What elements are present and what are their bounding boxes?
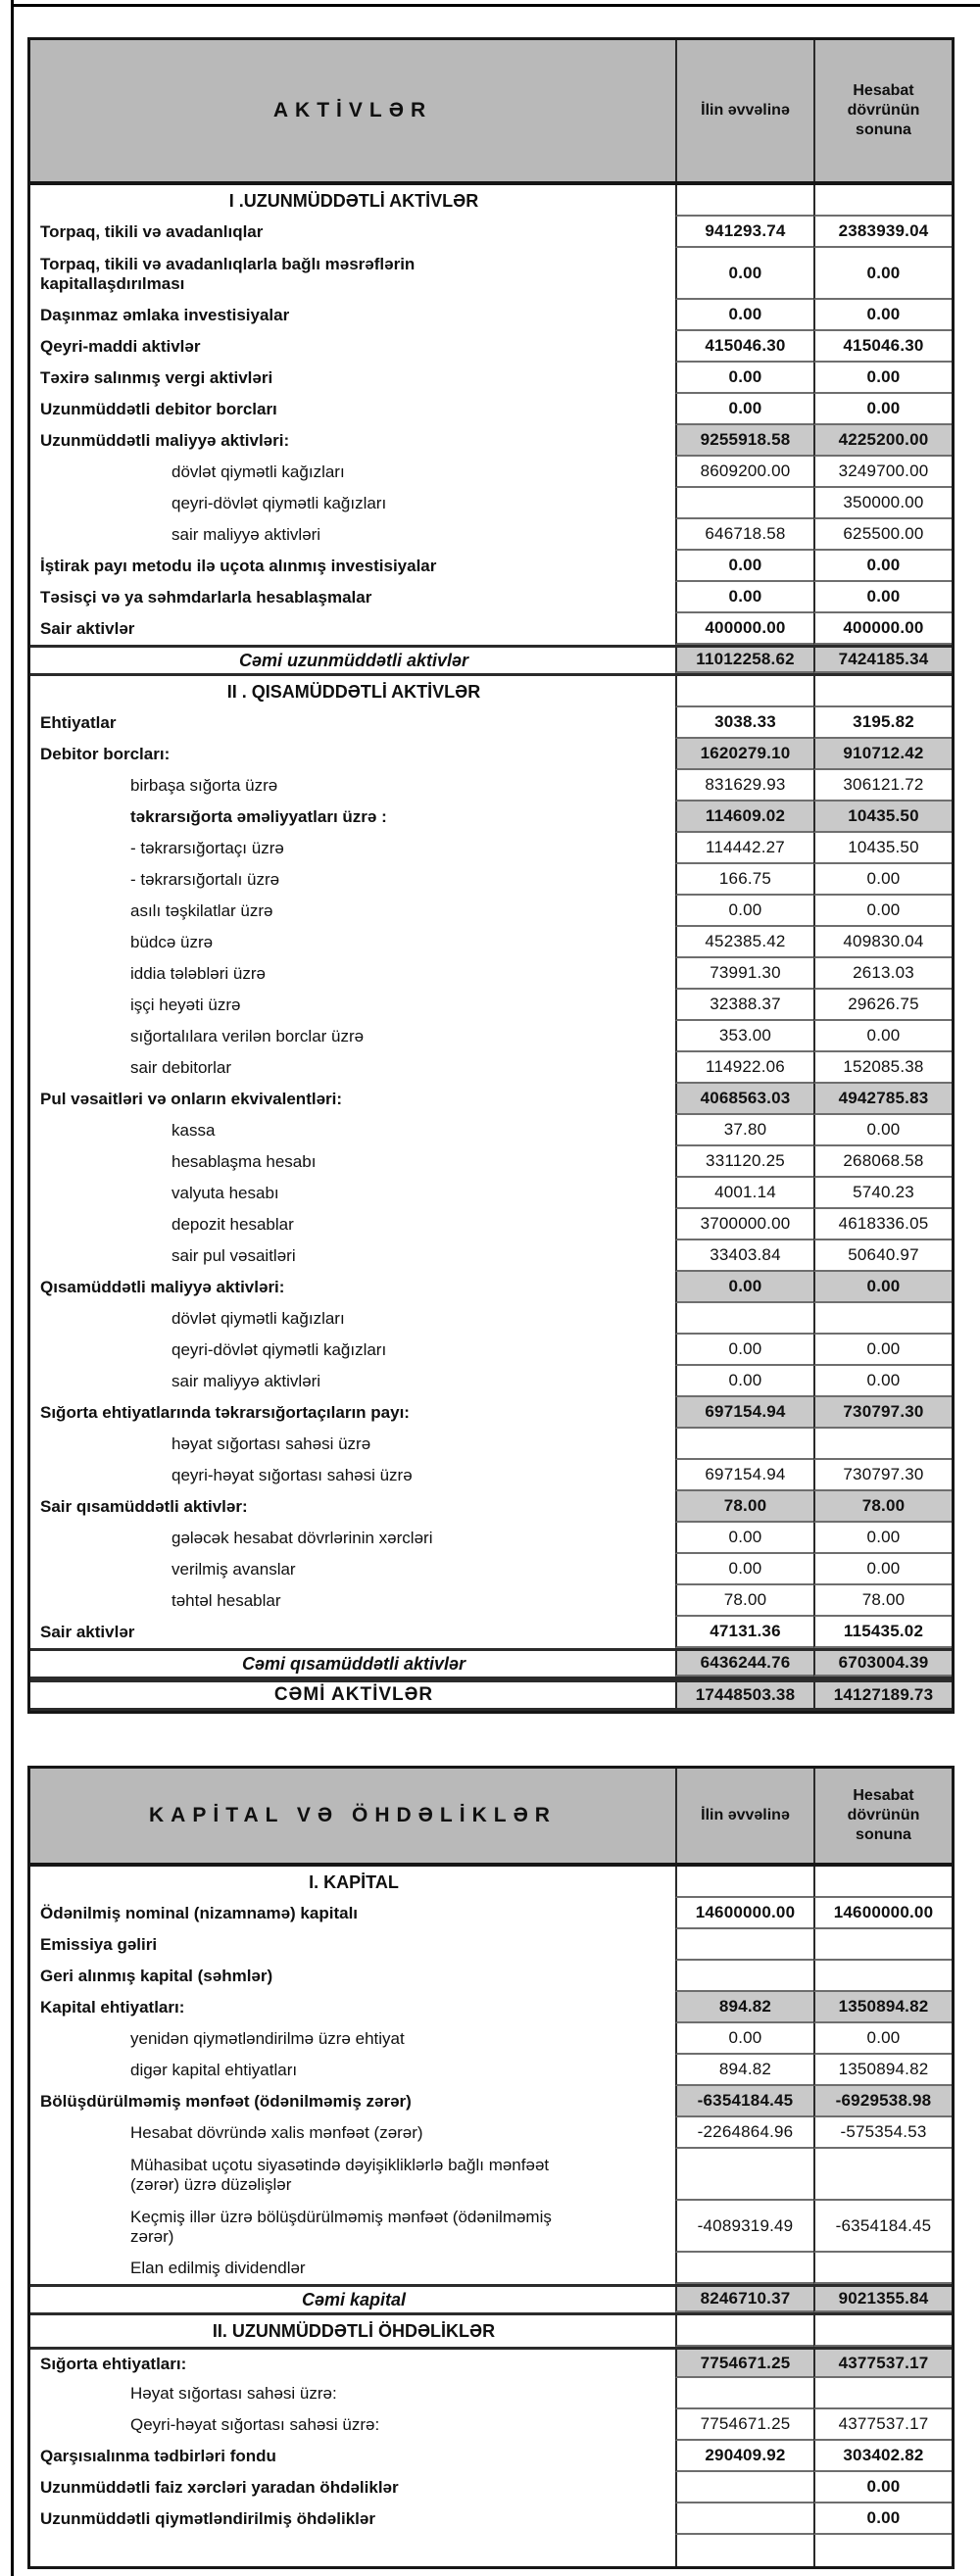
value-end-period: 306121.72 bbox=[813, 770, 952, 802]
liabilities-table-header bbox=[30, 1769, 952, 1867]
table-row bbox=[30, 582, 952, 613]
row-label: Cəmi qısamüddətli aktivlər bbox=[241, 1653, 466, 1674]
liabilities-col-end-period-header: Hesabat dövrünün sonuna bbox=[813, 1769, 952, 1863]
value-begin-year: 7754671.25 bbox=[675, 2350, 813, 2378]
value-end-period: 303402.82 bbox=[813, 2441, 952, 2472]
row-label: qeyri-dövlət qiymətli kağızları bbox=[172, 494, 387, 513]
value-end-period: 0.00 bbox=[813, 1335, 952, 1366]
row-label: Kapital ehtiyatları: bbox=[40, 1998, 185, 2017]
value-begin-year: 400000.00 bbox=[675, 613, 813, 645]
table-row bbox=[30, 1209, 952, 1240]
value-begin-year: -4089319.49 bbox=[675, 2201, 813, 2253]
value-end-period bbox=[813, 1303, 952, 1335]
value-begin-year bbox=[675, 488, 813, 519]
liabilities-table-title: KAPİTAL VƏ ÖHDƏLİKLƏR bbox=[149, 1804, 557, 1826]
row-label: Təxirə salınmış vergi aktivləri bbox=[40, 368, 273, 388]
value-begin-year: 37.80 bbox=[675, 1115, 813, 1146]
value-end-period: 0.00 bbox=[813, 1272, 952, 1303]
value-end-period bbox=[813, 1929, 952, 1961]
value-begin-year: 0.00 bbox=[675, 1523, 813, 1554]
value-end-period: 7424185.34 bbox=[813, 648, 952, 673]
row-label: iddia tələbləri üzrə bbox=[130, 964, 266, 984]
table-row bbox=[30, 1867, 952, 1898]
row-label: II. UZUNMÜDDƏTLİ ÖHDƏLİKLƏR bbox=[212, 2320, 496, 2341]
value-end-period: 14600000.00 bbox=[813, 1898, 952, 1929]
row-label bbox=[30, 2535, 675, 2566]
value-begin-year: 114442.27 bbox=[675, 833, 813, 864]
value-end-period: 14127189.73 bbox=[813, 1682, 952, 1708]
value-begin-year: 6436244.76 bbox=[675, 1651, 813, 1677]
liabilities-table bbox=[27, 1766, 955, 2569]
value-end-period: 4225200.00 bbox=[813, 425, 952, 457]
value-begin-year: -2264864.96 bbox=[675, 2117, 813, 2149]
table-row bbox=[30, 1240, 952, 1272]
table-row bbox=[30, 2253, 952, 2284]
value-end-period bbox=[813, 1961, 952, 1992]
page-frame-top bbox=[11, 4, 980, 7]
value-end-period: 415046.30 bbox=[813, 331, 952, 363]
value-end-period: 730797.30 bbox=[813, 1397, 952, 1429]
value-begin-year: 452385.42 bbox=[675, 927, 813, 958]
table-row bbox=[30, 2284, 952, 2315]
table-row bbox=[30, 185, 952, 217]
value-end-period: 10435.50 bbox=[813, 802, 952, 833]
row-label: Qeyri-maddi aktivlər bbox=[40, 337, 201, 357]
value-begin-year: 114609.02 bbox=[675, 802, 813, 833]
row-label: Emissiya gəliri bbox=[40, 1935, 158, 1955]
row-label: Ehtiyatlar bbox=[40, 713, 117, 733]
table-row bbox=[30, 331, 952, 363]
value-begin-year bbox=[675, 1961, 813, 1992]
row-label: depozit hesablar bbox=[172, 1215, 294, 1235]
value-end-period: 0.00 bbox=[813, 1021, 952, 1052]
table-row bbox=[30, 519, 952, 551]
value-begin-year: 114922.06 bbox=[675, 1052, 813, 1084]
value-begin-year: 0.00 bbox=[675, 1366, 813, 1397]
row-label: Sığorta ehtiyatları: bbox=[40, 2354, 187, 2373]
row-label: Ödənilmiş nominal (nizamnamə) kapitalı bbox=[40, 1904, 359, 1923]
table-row bbox=[30, 488, 952, 519]
value-begin-year: 8246710.37 bbox=[675, 2287, 813, 2312]
value-end-period: 3249700.00 bbox=[813, 457, 952, 488]
table-row bbox=[30, 2503, 952, 2535]
row-label: həyat sığortası sahəsi üzrə bbox=[172, 1434, 371, 1454]
value-begin-year: 9255918.58 bbox=[675, 425, 813, 457]
value-begin-year: 0.00 bbox=[675, 248, 813, 300]
row-label: Hesabat dövründə xalis mənfəət (zərər) bbox=[130, 2123, 423, 2143]
value-begin-year: 331120.25 bbox=[675, 1146, 813, 1178]
value-begin-year: 894.82 bbox=[675, 1992, 813, 2023]
value-end-period: 50640.97 bbox=[813, 1240, 952, 1272]
row-label: - təkrarsığortaçı üzrə bbox=[130, 839, 284, 858]
assets-table-title: AKTİVLƏR bbox=[272, 99, 433, 122]
row-label: I. KAPİTAL bbox=[309, 1871, 399, 1892]
value-begin-year: 941293.74 bbox=[675, 217, 813, 248]
value-begin-year bbox=[675, 2503, 813, 2535]
row-label: dövlət qiymətli kağızları bbox=[172, 1309, 345, 1329]
table-row bbox=[30, 613, 952, 645]
value-begin-year: 697154.94 bbox=[675, 1460, 813, 1491]
value-end-period: 78.00 bbox=[813, 1585, 952, 1617]
value-end-period bbox=[813, 185, 952, 217]
assets-table-body bbox=[30, 185, 952, 1711]
value-begin-year: 17448503.38 bbox=[675, 1682, 813, 1708]
value-end-period: 0.00 bbox=[813, 2023, 952, 2055]
row-label: I .UZUNMÜDDƏTLİ AKTİVLƏR bbox=[228, 190, 479, 211]
table-row bbox=[30, 2149, 952, 2201]
table-row bbox=[30, 1679, 952, 1711]
value-begin-year: 0.00 bbox=[675, 2023, 813, 2055]
row-label: Qeyri-həyat sığortası sahəsi üzrə: bbox=[130, 2415, 380, 2435]
assets-col-end-period-header: Hesabat dövrünün sonuna bbox=[813, 40, 952, 181]
table-row bbox=[30, 1961, 952, 1992]
assets-table bbox=[27, 37, 955, 1714]
row-label: Təsisçi və ya səhmdarlarla hesablaşmalar bbox=[40, 588, 372, 608]
value-end-period: 0.00 bbox=[813, 248, 952, 300]
value-begin-year bbox=[675, 1929, 813, 1961]
table-row bbox=[30, 2117, 952, 2149]
value-end-period bbox=[813, 2315, 952, 2347]
value-begin-year: 0.00 bbox=[675, 1335, 813, 1366]
row-label: dövlət qiymətli kağızları bbox=[172, 462, 345, 482]
row-label: yenidən qiymətləndirilmə üzrə ehtiyat bbox=[130, 2029, 405, 2049]
value-begin-year: 0.00 bbox=[675, 363, 813, 394]
table-row bbox=[30, 1335, 952, 1366]
table-row bbox=[30, 927, 952, 958]
value-begin-year: 1620279.10 bbox=[675, 739, 813, 770]
row-label: Torpaq, tikili və avadanlıqlarla bağlı məsrəflərin kapitallaşdırılması bbox=[40, 254, 416, 293]
value-end-period: 4377537.17 bbox=[813, 2409, 952, 2441]
row-label: təhtəl hesablar bbox=[172, 1591, 281, 1611]
table-row bbox=[30, 739, 952, 770]
value-begin-year: 78.00 bbox=[675, 1491, 813, 1523]
value-end-period: -6929538.98 bbox=[813, 2086, 952, 2117]
value-end-period bbox=[813, 1867, 952, 1898]
row-label: Sair qısamüddətli aktivlər: bbox=[40, 1497, 248, 1517]
value-end-period: 0.00 bbox=[813, 896, 952, 927]
value-begin-year: 0.00 bbox=[675, 551, 813, 582]
assets-table-header bbox=[30, 40, 952, 185]
table-row bbox=[30, 833, 952, 864]
value-end-period: 2383939.04 bbox=[813, 217, 952, 248]
row-label: Geri alınmış kapital (səhmlər) bbox=[40, 1967, 273, 1986]
table-row bbox=[30, 1146, 952, 1178]
row-label: sığortalılara verilən borclar üzrə bbox=[130, 1027, 365, 1046]
value-begin-year bbox=[675, 1303, 813, 1335]
row-label: Sığorta ehtiyatlarında təkrarsığortaçıların payı: bbox=[40, 1403, 410, 1423]
table-row bbox=[30, 300, 952, 331]
value-end-period: 4377537.17 bbox=[813, 2350, 952, 2378]
value-end-period: 115435.02 bbox=[813, 1617, 952, 1648]
table-row bbox=[30, 2055, 952, 2086]
table-row bbox=[30, 1021, 952, 1052]
value-end-period: 4942785.83 bbox=[813, 1084, 952, 1115]
table-row bbox=[30, 1648, 952, 1679]
value-begin-year: 646718.58 bbox=[675, 519, 813, 551]
value-end-period: 910712.42 bbox=[813, 739, 952, 770]
table-row bbox=[30, 1992, 952, 2023]
value-begin-year: 47131.36 bbox=[675, 1617, 813, 1648]
value-begin-year: 8609200.00 bbox=[675, 457, 813, 488]
value-end-period bbox=[813, 2253, 952, 2284]
value-begin-year: 78.00 bbox=[675, 1585, 813, 1617]
table-row bbox=[30, 1617, 952, 1648]
value-end-period: 78.00 bbox=[813, 1491, 952, 1523]
table-row bbox=[30, 896, 952, 927]
table-row bbox=[30, 864, 952, 896]
value-begin-year: 697154.94 bbox=[675, 1397, 813, 1429]
row-label: qeyri-dövlət qiymətli kağızları bbox=[172, 1340, 387, 1360]
row-label: Torpaq, tikili və avadanlıqlar bbox=[40, 222, 264, 242]
value-end-period bbox=[813, 2535, 952, 2566]
value-end-period: 29626.75 bbox=[813, 990, 952, 1021]
row-label: gələcək hesabat dövrlərinin xərcləri bbox=[172, 1529, 433, 1548]
row-label: digər kapital ehtiyatları bbox=[130, 2061, 298, 2080]
row-label: verilmiş avanslar bbox=[172, 1560, 296, 1580]
table-row bbox=[30, 394, 952, 425]
value-begin-year: 32388.37 bbox=[675, 990, 813, 1021]
table-row bbox=[30, 217, 952, 248]
value-end-period: 0.00 bbox=[813, 1523, 952, 1554]
value-end-period: 0.00 bbox=[813, 582, 952, 613]
value-end-period: 0.00 bbox=[813, 1115, 952, 1146]
table-row bbox=[30, 1366, 952, 1397]
value-begin-year: 0.00 bbox=[675, 1554, 813, 1585]
row-label: Cəmi kapital bbox=[301, 2289, 407, 2309]
row-label: Uzunmüddətli qiymətləndirilmiş öhdəliklər bbox=[40, 2509, 375, 2529]
row-label: CƏMİ AKTİVLƏR bbox=[273, 1684, 434, 1706]
value-end-period: 0.00 bbox=[813, 2503, 952, 2535]
table-row bbox=[30, 2315, 952, 2347]
table-row bbox=[30, 2347, 952, 2378]
value-begin-year bbox=[675, 2149, 813, 2201]
value-begin-year bbox=[675, 2472, 813, 2503]
value-begin-year: 3038.33 bbox=[675, 707, 813, 739]
table-row bbox=[30, 1898, 952, 1929]
value-begin-year: 0.00 bbox=[675, 300, 813, 331]
value-end-period: -6354184.45 bbox=[813, 2201, 952, 2253]
row-label: sair maliyyə aktivləri bbox=[172, 1372, 321, 1391]
table-row bbox=[30, 770, 952, 802]
value-begin-year: 0.00 bbox=[675, 394, 813, 425]
value-begin-year bbox=[675, 676, 813, 707]
row-label: Uzunmüddətli faiz xərcləri yaradan öhdəliklər bbox=[40, 2478, 399, 2498]
assets-col-begin-year-header: İlin əvvəlinə bbox=[675, 40, 813, 181]
table-row bbox=[30, 457, 952, 488]
value-begin-year: 353.00 bbox=[675, 1021, 813, 1052]
value-end-period: 4618336.05 bbox=[813, 1209, 952, 1240]
value-begin-year bbox=[675, 185, 813, 217]
value-end-period: 0.00 bbox=[813, 300, 952, 331]
value-begin-year: 0.00 bbox=[675, 896, 813, 927]
table-row bbox=[30, 2472, 952, 2503]
value-end-period: 0.00 bbox=[813, 363, 952, 394]
row-label: təkrarsığorta əməliyyatları üzrə : bbox=[130, 807, 387, 827]
table-row bbox=[30, 958, 952, 990]
value-end-period: 10435.50 bbox=[813, 833, 952, 864]
value-begin-year: 0.00 bbox=[675, 582, 813, 613]
table-row bbox=[30, 1115, 952, 1146]
table-row bbox=[30, 1052, 952, 1084]
row-label: II . QISAMÜDDƏTLİ AKTİVLƏR bbox=[226, 681, 481, 702]
row-label: işçi heyəti üzrə bbox=[130, 996, 241, 1015]
value-end-period: 625500.00 bbox=[813, 519, 952, 551]
value-end-period: 0.00 bbox=[813, 864, 952, 896]
value-end-period: 0.00 bbox=[813, 394, 952, 425]
value-end-period: 5740.23 bbox=[813, 1178, 952, 1209]
value-end-period: 1350894.82 bbox=[813, 1992, 952, 2023]
value-end-period: 0.00 bbox=[813, 1554, 952, 1585]
row-label: Daşınmaz əmlaka investisiyalar bbox=[40, 306, 290, 325]
value-begin-year bbox=[675, 1429, 813, 1460]
table-row bbox=[30, 802, 952, 833]
table-row bbox=[30, 425, 952, 457]
table-row bbox=[30, 1429, 952, 1460]
table-row bbox=[30, 645, 952, 676]
row-label: hesablaşma hesabı bbox=[172, 1152, 317, 1172]
row-label: qeyri-həyat sığortası sahəsi üzrə bbox=[172, 1466, 413, 1485]
row-label: Pul vəsaitləri və onların ekvivalentləri: bbox=[40, 1090, 343, 1109]
table-row bbox=[30, 1585, 952, 1617]
table-row bbox=[30, 2023, 952, 2055]
row-label: Qarşısıalınma tədbirləri fondu bbox=[40, 2447, 276, 2466]
row-label: - təkrarsığortalı üzrə bbox=[130, 870, 280, 890]
table-row bbox=[30, 2441, 952, 2472]
value-begin-year: 73991.30 bbox=[675, 958, 813, 990]
value-begin-year bbox=[675, 1867, 813, 1898]
table-row bbox=[30, 2409, 952, 2441]
liabilities-col-begin-year-header: İlin əvvəlinə bbox=[675, 1769, 813, 1863]
value-end-period bbox=[813, 1429, 952, 1460]
table-row bbox=[30, 1929, 952, 1961]
value-end-period bbox=[813, 676, 952, 707]
value-end-period: -575354.53 bbox=[813, 2117, 952, 2149]
value-end-period bbox=[813, 2149, 952, 2201]
value-begin-year: 11012258.62 bbox=[675, 648, 813, 673]
row-label: kassa bbox=[172, 1121, 216, 1141]
value-begin-year bbox=[675, 2253, 813, 2284]
value-end-period: 350000.00 bbox=[813, 488, 952, 519]
row-label: Həyat sığortası sahəsi üzrə: bbox=[130, 2384, 337, 2404]
table-row bbox=[30, 2378, 952, 2409]
value-begin-year: 166.75 bbox=[675, 864, 813, 896]
value-begin-year bbox=[675, 2378, 813, 2409]
value-begin-year bbox=[675, 2315, 813, 2347]
value-begin-year: 4068563.03 bbox=[675, 1084, 813, 1115]
value-end-period: 400000.00 bbox=[813, 613, 952, 645]
row-label: İştirak payı metodu ilə uçota alınmış investisiyalar bbox=[40, 557, 437, 576]
row-label: Qısamüddətli maliyyə aktivləri: bbox=[40, 1278, 285, 1297]
value-begin-year: 290409.92 bbox=[675, 2441, 813, 2472]
value-end-period: 2613.03 bbox=[813, 958, 952, 990]
table-row bbox=[30, 2201, 952, 2253]
value-begin-year: 3700000.00 bbox=[675, 1209, 813, 1240]
value-begin-year: 0.00 bbox=[675, 1272, 813, 1303]
table-row bbox=[30, 1523, 952, 1554]
table-row bbox=[30, 1178, 952, 1209]
value-end-period: 268068.58 bbox=[813, 1146, 952, 1178]
page-frame-left bbox=[11, 0, 14, 2576]
table-row bbox=[30, 1554, 952, 1585]
value-begin-year bbox=[675, 2535, 813, 2566]
row-label: sair maliyyə aktivləri bbox=[172, 525, 321, 545]
table-row bbox=[30, 2535, 952, 2566]
row-label: Debitor borcları: bbox=[40, 745, 171, 764]
row-label: Uzunmüddətli maliyyə aktivləri: bbox=[40, 431, 290, 451]
row-label: Bölüşdürülməmiş mənfəət (ödənilməmiş zərər) bbox=[40, 2092, 412, 2112]
table-row bbox=[30, 990, 952, 1021]
row-label: asılı təşkilatlar üzrə bbox=[130, 901, 273, 921]
row-label: büdcə üzrə bbox=[130, 933, 214, 952]
row-label: Elan edilmiş dividendlər bbox=[130, 2259, 306, 2278]
table-row bbox=[30, 248, 952, 300]
row-label: Cəmi uzunmüddətli aktivlər bbox=[238, 650, 469, 670]
table-row bbox=[30, 1397, 952, 1429]
row-label: Mühasibat uçotu siyasətində dəyişikliklərlə bağlı mənfəət (zərər) üzrə düzəlişlər bbox=[130, 2155, 550, 2194]
liabilities-table-body bbox=[30, 1867, 952, 2566]
row-label: sair pul vəsaitləri bbox=[172, 1246, 296, 1266]
row-label: valyuta hesabı bbox=[172, 1184, 279, 1203]
table-row bbox=[30, 551, 952, 582]
table-row bbox=[30, 1272, 952, 1303]
value-end-period: 1350894.82 bbox=[813, 2055, 952, 2086]
value-end-period: 0.00 bbox=[813, 1366, 952, 1397]
value-begin-year: 831629.93 bbox=[675, 770, 813, 802]
value-begin-year: 7754671.25 bbox=[675, 2409, 813, 2441]
value-begin-year: 33403.84 bbox=[675, 1240, 813, 1272]
table-row bbox=[30, 707, 952, 739]
table-row bbox=[30, 676, 952, 707]
value-begin-year: -6354184.45 bbox=[675, 2086, 813, 2117]
value-end-period: 0.00 bbox=[813, 551, 952, 582]
table-row bbox=[30, 2086, 952, 2117]
table-row bbox=[30, 1084, 952, 1115]
value-begin-year: 894.82 bbox=[675, 2055, 813, 2086]
value-end-period: 0.00 bbox=[813, 2472, 952, 2503]
value-end-period: 730797.30 bbox=[813, 1460, 952, 1491]
table-row bbox=[30, 363, 952, 394]
value-end-period: 9021355.84 bbox=[813, 2287, 952, 2312]
table-row bbox=[30, 1303, 952, 1335]
table-row bbox=[30, 1460, 952, 1491]
row-label: Sair aktivlər bbox=[40, 1623, 135, 1642]
value-end-period: 152085.38 bbox=[813, 1052, 952, 1084]
value-end-period: 409830.04 bbox=[813, 927, 952, 958]
value-begin-year: 4001.14 bbox=[675, 1178, 813, 1209]
row-label: Keçmiş illər üzrə bölüşdürülməmiş mənfəət (ödənilməmiş zərər) bbox=[130, 2207, 552, 2246]
row-label: sair debitorlar bbox=[130, 1058, 231, 1078]
table-row bbox=[30, 1491, 952, 1523]
value-end-period bbox=[813, 2378, 952, 2409]
value-end-period: 6703004.39 bbox=[813, 1651, 952, 1677]
row-label: Sair aktivlər bbox=[40, 619, 135, 639]
row-label: Uzunmüddətli debitor borcları bbox=[40, 400, 277, 419]
value-begin-year: 14600000.00 bbox=[675, 1898, 813, 1929]
value-end-period: 3195.82 bbox=[813, 707, 952, 739]
row-label: birbaşa sığorta üzrə bbox=[130, 776, 278, 796]
value-begin-year: 415046.30 bbox=[675, 331, 813, 363]
